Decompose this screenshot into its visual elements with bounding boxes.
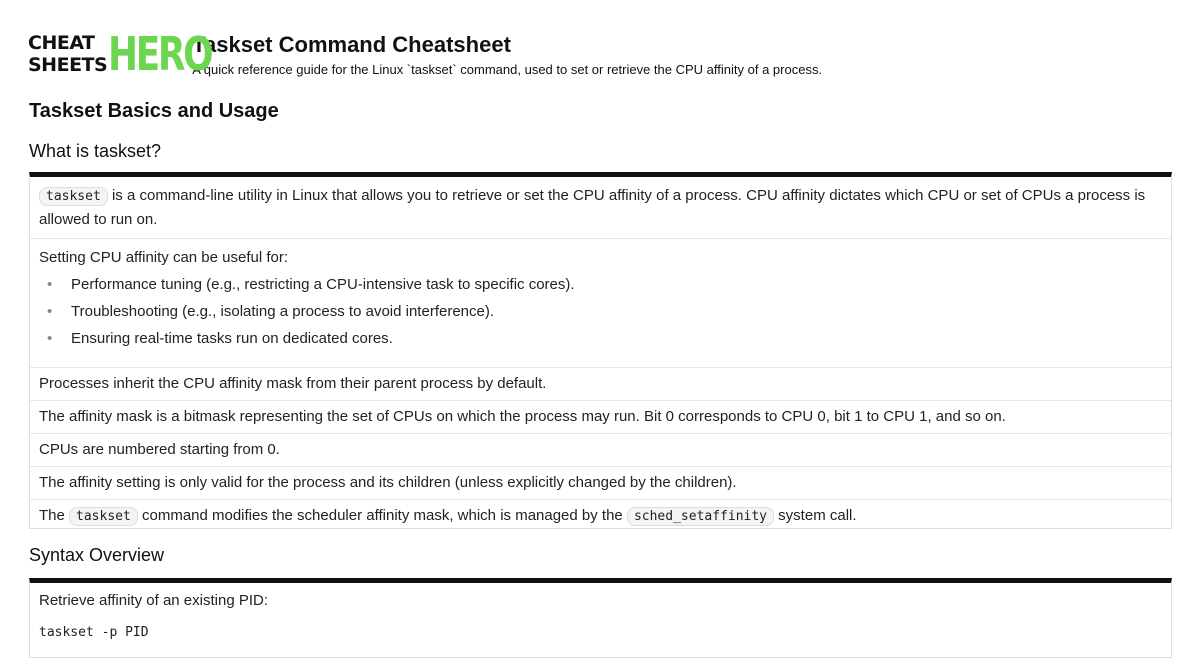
row-text: command modifies the scheduler affinity mask, which is managed by the (137, 507, 627, 524)
row-text: system call. (774, 507, 857, 524)
logo-text: CHEAT (28, 32, 95, 54)
row-text: The (39, 507, 70, 524)
logo-hero: HERO (108, 27, 212, 81)
logo[interactable] (28, 27, 212, 81)
page-subtitle: A quick reference guide for the Linux `taskset` command, used to set or retrieve the CPU affinity of a process. (192, 62, 823, 77)
row-text: is a command-line utility in Linux that allows you to retrieve or set the CPU affinity of a process. CPU affinity dictates which CPU or set of CPUs a process is allowed to run on. (39, 187, 1146, 228)
inline-code: taskset (69, 507, 138, 526)
page-title: Taskset Command Cheatsheet (192, 32, 511, 57)
inline-code: sched_setaffinity (627, 507, 774, 526)
card-row: Retrieve affinity of an existing PID: (39, 592, 268, 609)
header (28, 27, 823, 81)
list-item: • Troubleshooting (e.g., isolating a process to avoid interference). (39, 298, 1162, 325)
row-text: Setting CPU affinity can be useful for: (39, 249, 289, 266)
list-item: • Ensuring real-time tasks run on dedicated cores. (39, 325, 1162, 352)
bullet-list (39, 271, 1162, 352)
card-row: Processes inherit the CPU affinity mask from their parent process by default. (30, 368, 1171, 401)
code-block: taskset -p PID (39, 625, 149, 640)
card-syntax-overview (29, 578, 1172, 658)
card-row (30, 177, 1171, 239)
card-row (30, 500, 1171, 535)
card-title-syntax: Syntax Overview (29, 545, 165, 565)
card-title-what: What is taskset? (29, 141, 162, 161)
logo-text: SHEETS (28, 54, 108, 76)
inline-code: taskset (39, 187, 108, 206)
list-item: • Performance tuning (e.g., restricting a CPU-intensive task to specific cores). (39, 271, 1162, 298)
card-row: The affinity mask is a bitmask representing the set of CPUs on which the process may run. Bit 0 corresponds to CPU 0, bit 1 to CPU 1, and so on. (30, 401, 1171, 434)
card-what-is-taskset (29, 172, 1172, 529)
card-row (30, 239, 1171, 368)
card-row: CPUs are numbered starting from 0. (30, 434, 1171, 467)
section-title: Taskset Basics and Usage (29, 100, 279, 122)
card-row: The affinity setting is only valid for the process and its children (unless explicitly changed by the children). (30, 467, 1171, 500)
